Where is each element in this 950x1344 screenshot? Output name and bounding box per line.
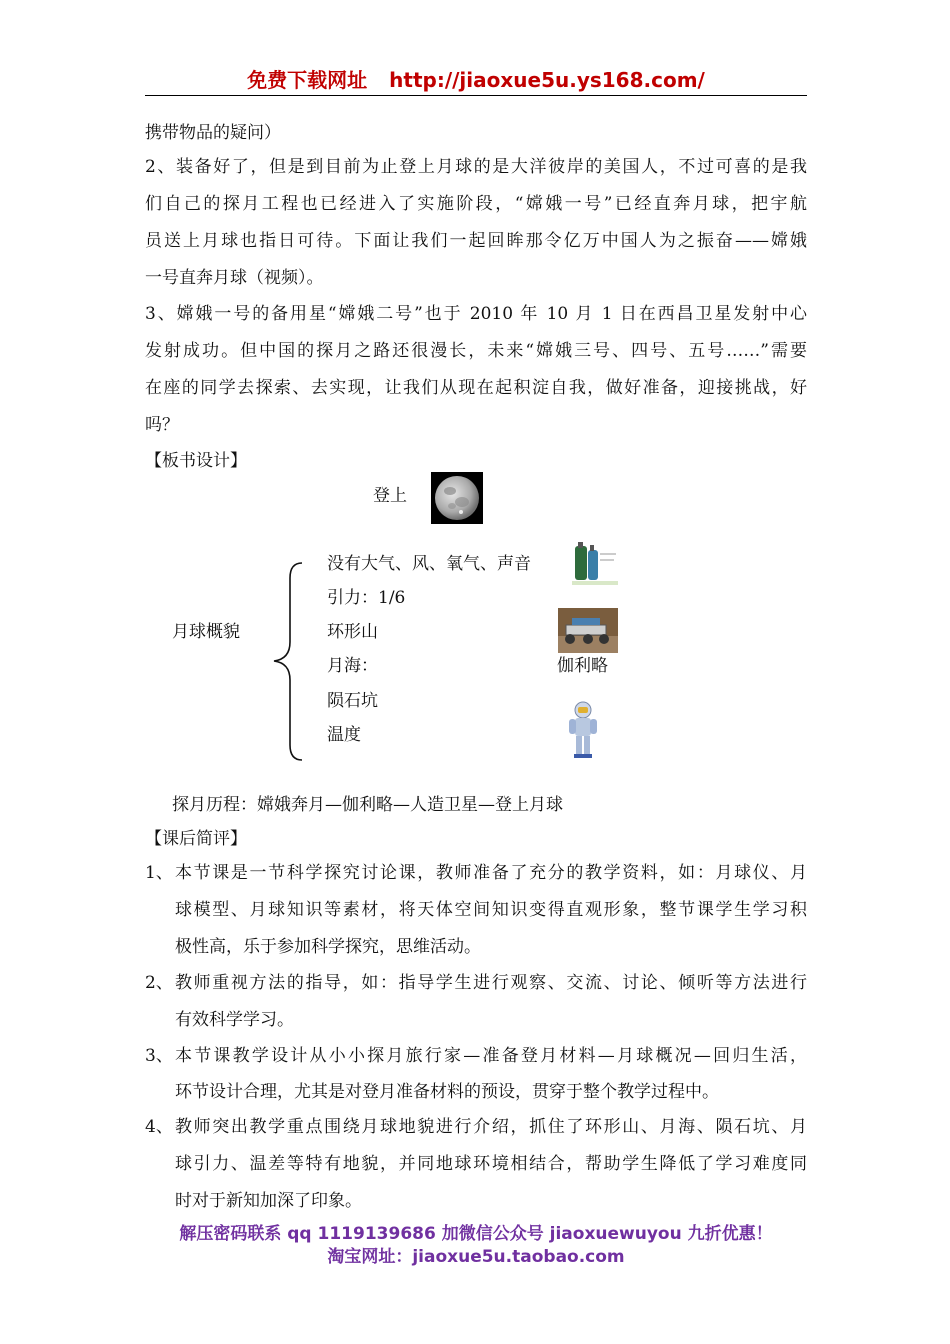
- header-label: 免费下载网址: [247, 68, 368, 92]
- review-item-3-line-1: 本节课教学设计从小小探月旅行家—准备登月材料—月球概况—回归生活，: [175, 1046, 807, 1066]
- review-item-4-number: 4、: [145, 1117, 173, 1137]
- astronaut-image: [565, 700, 601, 760]
- paragraph-3-line-4: 吗？: [145, 415, 179, 435]
- paragraph-2-line-1: 2、装备好了，但是到目前为止登上月球的是大洋彼岸的美国人，不过可喜的是我: [145, 157, 807, 177]
- review-item-4-line-2: 球引力、温差等特有地貌，并同地球环境相结合，帮助学生降低了学习难度同: [175, 1154, 807, 1174]
- review-heading: 【课后简评】: [145, 829, 247, 849]
- review-item-3-number: 3、: [145, 1046, 173, 1066]
- review-item-1-number: 1、: [145, 863, 173, 883]
- review-item-2-line-1: 教师重视方法的指导，如：指导学生进行观察、交流、讨论、倾听等方法进行: [175, 973, 807, 993]
- review-item-1-line-1: 本节课是一节科学探究讨论课，教师准备了充分的教学资料，如：月球仪、月: [175, 863, 807, 883]
- header-rule: [145, 95, 807, 96]
- paragraph-continuation: 携带物品的疑问）: [145, 123, 281, 143]
- paragraph-2-line-2: 们自己的探月工程也已经进入了实施阶段，“嫦娥一号”已经直奔月球，把宇航: [145, 194, 807, 214]
- review-item-3-line-2: 环节设计合理，尤其是对登月准备材料的预设，贯穿于整个教学过程中。: [175, 1082, 719, 1102]
- oxygen-tanks-image: [572, 540, 618, 585]
- review-item-2-line-2: 有效科学学习。: [175, 1010, 294, 1030]
- board-title: 登上: [373, 486, 407, 506]
- header-url-link[interactable]: http://jiaoxue5u.ys168.com/: [389, 68, 705, 92]
- footer-contact: 解压密码联系 qq 1119139686 加微信公众号 jiaoxuewuyou 九折优惠！: [179, 1224, 773, 1244]
- paragraph-3-line-2: 发射成功。但中国的探月之路还很漫长，未来“嫦娥三号、四号、五号……”需要: [145, 341, 807, 361]
- board-item-atmosphere: 没有大气、风、氧气、声音: [327, 554, 531, 574]
- page-header: [145, 66, 807, 94]
- board-main-label: 月球概貌: [172, 622, 240, 642]
- board-item-meteor-crater: 陨石坑: [327, 691, 378, 711]
- board-history: 探月历程：嫦娥奔月—伽利略—人造卫星—登上月球: [172, 795, 563, 815]
- board-design-heading: 【板书设计】: [145, 451, 247, 471]
- review-item-1-line-3: 极性高，乐于参加科学探究，思维活动。: [175, 937, 481, 957]
- moon-image: [431, 472, 483, 524]
- paragraph-3-line-1: 3、嫦娥一号的备用星“嫦娥二号”也于 2010 年 10 月 1 日在西昌卫星发射中心: [145, 304, 807, 324]
- review-item-4-line-3: 时对于新知加深了印象。: [175, 1191, 362, 1211]
- galileo-label: 伽利略: [557, 656, 608, 676]
- review-item-1-line-2: 球模型、月球知识等素材，将天体空间知识变得直观形象，整节课学生学习积: [175, 900, 807, 920]
- footer-taobao-link[interactable]: 淘宝网址：jiaoxue5u.taobao.com: [327, 1247, 625, 1267]
- board-item-temperature: 温度: [327, 725, 361, 745]
- review-item-4-line-1: 教师突出教学重点围绕月球地貌进行介绍，抓住了环形山、月海、陨石坑、月: [175, 1117, 807, 1137]
- board-item-crater: 环形山: [327, 622, 378, 642]
- paragraph-2-line-3: 员送上月球也指日可待。下面让我们一起回眸那令亿万中国人为之振奋——嫦娥: [145, 231, 807, 251]
- left-brace: [268, 560, 308, 765]
- lunar-rover-image: [558, 608, 618, 653]
- board-item-gravity: 引力：1/6: [327, 588, 406, 608]
- paragraph-2-line-4: 一号直奔月球（视频）。: [145, 268, 324, 288]
- board-item-maria: 月海：: [327, 656, 378, 676]
- paragraph-3-line-3: 在座的同学去探索、去实现，让我们从现在起积淀自我，做好准备，迎接挑战，好: [145, 378, 807, 398]
- review-item-2-number: 2、: [145, 973, 173, 993]
